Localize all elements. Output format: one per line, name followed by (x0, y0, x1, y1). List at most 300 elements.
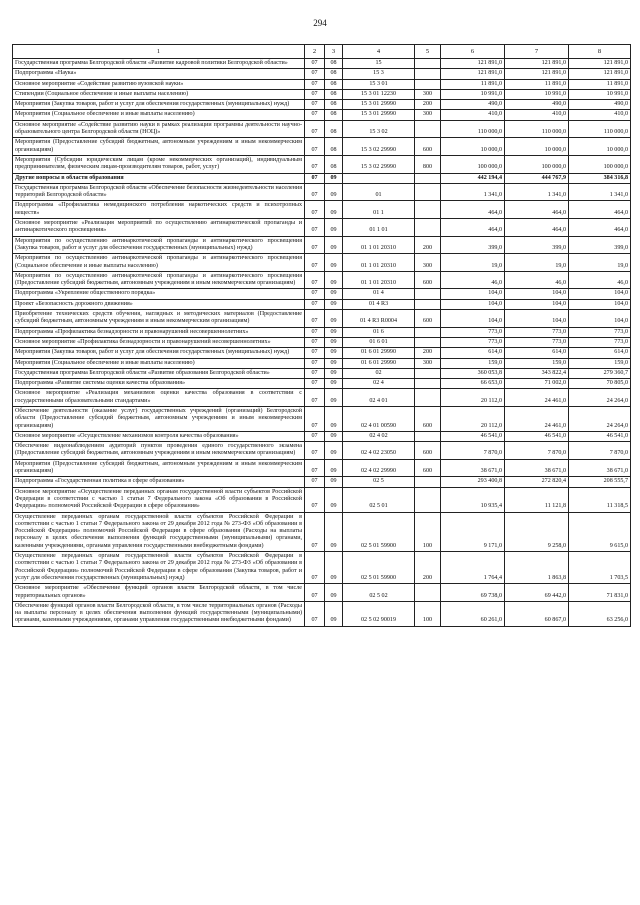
cell-name: Мероприятия (Закупка товаров, работ и услуг для обеспечения государственных (муниципальных) нужд) (13, 348, 305, 358)
cell-amount-1: 38 671,0 (441, 459, 505, 477)
cell-name: Другие вопросы в области образования (13, 173, 305, 183)
cell-expense-type (415, 327, 441, 337)
cell-subsection: 08 (325, 59, 343, 69)
cell-expense-type: 300 (415, 89, 441, 99)
cell-subsection: 09 (325, 289, 343, 299)
cell-expense-type (415, 389, 441, 407)
cell-subsection: 09 (325, 310, 343, 328)
cell-target-article: 02 4 (343, 379, 415, 389)
cell-amount-1: 66 653,0 (441, 379, 505, 389)
cell-amount-2: 104,0 (505, 299, 569, 309)
cell-amount-3: 11 891,0 (569, 79, 631, 89)
cell-subsection: 08 (325, 110, 343, 120)
cell-target-article: 02 (343, 368, 415, 378)
table-row (13, 120, 631, 138)
table-row (13, 601, 631, 626)
cell-target-article: 02 4 01 00590 (343, 406, 415, 431)
cell-expense-type: 300 (415, 358, 441, 368)
cell-amount-2: 104,0 (505, 310, 569, 328)
cell-amount-2: 121 891,0 (505, 69, 569, 79)
cell-expense-type (415, 219, 441, 237)
cell-section: 07 (305, 79, 325, 89)
table-row (13, 337, 631, 347)
header-cell-6: 6 (441, 45, 505, 59)
cell-name: Государственная программа Белгородской области «Развитие кадровой политики Белгородской области» (13, 59, 305, 69)
cell-target-article: 02 5 01 59900 (343, 512, 415, 551)
cell-subsection: 09 (325, 348, 343, 358)
cell-amount-1: 19,0 (441, 254, 505, 272)
cell-amount-3: 410,0 (569, 110, 631, 120)
cell-target-article: 01 1 01 20310 (343, 254, 415, 272)
cell-expense-type: 600 (415, 271, 441, 289)
cell-section: 07 (305, 155, 325, 173)
table-header (13, 45, 631, 59)
cell-expense-type (415, 79, 441, 89)
cell-section: 07 (305, 552, 325, 584)
cell-amount-3: 38 671,0 (569, 459, 631, 477)
cell-amount-1: 100 000,0 (441, 155, 505, 173)
cell-section: 07 (305, 271, 325, 289)
cell-amount-1: 490,0 (441, 100, 505, 110)
cell-subsection: 09 (325, 368, 343, 378)
cell-amount-3: 100 000,0 (569, 155, 631, 173)
cell-amount-1: 1 764,4 (441, 552, 505, 584)
cell-name: Основное мероприятие «Реализация механизмов оценки качества образования в соответствии с государственными образовательными стандартами» (13, 389, 305, 407)
cell-section: 07 (305, 289, 325, 299)
cell-subsection: 09 (325, 379, 343, 389)
cell-amount-1: 9 171,0 (441, 512, 505, 551)
cell-name: Подпрограмма «Профилактика немедицинского потребления наркотических средств и психотропных веществ» (13, 201, 305, 219)
cell-section: 07 (305, 219, 325, 237)
cell-amount-1: 614,0 (441, 348, 505, 358)
cell-subsection: 09 (325, 601, 343, 626)
cell-target-article: 15 3 01 12230 (343, 89, 415, 99)
table-row (13, 79, 631, 89)
cell-expense-type (415, 337, 441, 347)
cell-amount-2: 69 442,0 (505, 584, 569, 602)
cell-section: 07 (305, 512, 325, 551)
cell-name: Мероприятия (Социальное обеспечение и иные выплаты населению) (13, 358, 305, 368)
cell-name: Мероприятия (Социальное обеспечение и иные выплаты населению) (13, 110, 305, 120)
cell-target-article: 02 5 01 (343, 487, 415, 512)
cell-amount-3: 63 256,0 (569, 601, 631, 626)
cell-name: Государственная программа Белгородской области «Обеспечение безопасности жизнедеятельности населения территорий Белгородской области» (13, 183, 305, 201)
cell-amount-3: 7 870,0 (569, 442, 631, 460)
cell-amount-3: 279 360,7 (569, 368, 631, 378)
cell-expense-type: 300 (415, 254, 441, 272)
cell-amount-3: 10 000,0 (569, 138, 631, 156)
cell-amount-1: 46 541,0 (441, 431, 505, 441)
cell-target-article: 02 5 02 90019 (343, 601, 415, 626)
cell-amount-1: 159,0 (441, 358, 505, 368)
cell-expense-type: 600 (415, 442, 441, 460)
cell-name: Приобретение технических средств обучения, наглядных и методических материалов (Предоставление субсидий бюджетным, автономным учреждениям и иным некоммерческим организациям) (13, 310, 305, 328)
cell-section: 07 (305, 584, 325, 602)
cell-target-article: 02 4 02 (343, 431, 415, 441)
cell-amount-3: 773,0 (569, 337, 631, 347)
cell-amount-2: 24 461,0 (505, 389, 569, 407)
table-row (13, 219, 631, 237)
table-row (13, 289, 631, 299)
cell-name: Основное мероприятие «Осуществление переданных органам государственной власти субъектов Российской Федерации в соответствии с частью 1 статьи 7 Федерального закона «Об образовании в Российской Федерации» полномочий Российской Федерации в сфере образования» (13, 487, 305, 512)
cell-amount-2: 71 002,0 (505, 379, 569, 389)
table-row (13, 89, 631, 99)
cell-name: Проект «Безопасность дорожного движения» (13, 299, 305, 309)
cell-target-article: 01 4 R3 R0004 (343, 310, 415, 328)
cell-expense-type (415, 59, 441, 69)
cell-amount-1: 464,0 (441, 201, 505, 219)
cell-section: 07 (305, 601, 325, 626)
header-cell-5: 5 (415, 45, 441, 59)
cell-amount-1: 360 053,8 (441, 368, 505, 378)
cell-amount-3: 1 341,0 (569, 183, 631, 201)
cell-target-article: 02 4 02 23050 (343, 442, 415, 460)
cell-amount-3: 24 264,0 (569, 406, 631, 431)
cell-name: Мероприятия (Субсидии юридическим лицам (кроме некоммерческих организаций), индивидуальным предпринимателям, физическим лицам-производителям товаров, работ, услуг) (13, 155, 305, 173)
header-cell-4: 4 (343, 45, 415, 59)
cell-amount-1: 464,0 (441, 219, 505, 237)
cell-name: Мероприятия по осуществлению антинаркотической пропаганды и антинаркотического просвещения (Предоставление субсидий бюджетным, автономным учреждениям и иным некоммерческим организациям) (13, 271, 305, 289)
cell-name: Основное мероприятие «Реализация мероприятий по осуществлению антинаркотической пропаганды и антинаркотического просвещения» (13, 219, 305, 237)
table-row (13, 389, 631, 407)
cell-amount-3: 104,0 (569, 289, 631, 299)
table-row (13, 459, 631, 477)
cell-amount-2: 11 121,8 (505, 487, 569, 512)
cell-amount-1: 442 194,4 (441, 173, 505, 183)
header-cell-3: 3 (325, 45, 343, 59)
table-row (13, 348, 631, 358)
cell-section: 07 (305, 183, 325, 201)
cell-amount-1: 60 261,0 (441, 601, 505, 626)
cell-target-article: 01 1 01 (343, 219, 415, 237)
cell-target-article: 15 3 (343, 69, 415, 79)
cell-target-article: 15 3 01 29990 (343, 110, 415, 120)
cell-section: 07 (305, 327, 325, 337)
cell-amount-2: 46 541,0 (505, 431, 569, 441)
cell-expense-type: 100 (415, 512, 441, 551)
cell-amount-3: 464,0 (569, 219, 631, 237)
cell-amount-1: 46,0 (441, 271, 505, 289)
cell-amount-2: 343 822,4 (505, 368, 569, 378)
cell-section: 07 (305, 406, 325, 431)
cell-subsection: 09 (325, 442, 343, 460)
cell-section: 07 (305, 337, 325, 347)
cell-section: 07 (305, 379, 325, 389)
table-row (13, 69, 631, 79)
cell-amount-3: 773,0 (569, 327, 631, 337)
cell-subsection: 08 (325, 89, 343, 99)
table-row (13, 299, 631, 309)
cell-target-article: 02 4 02 29990 (343, 459, 415, 477)
cell-amount-1: 110 000,0 (441, 120, 505, 138)
cell-amount-1: 69 738,0 (441, 584, 505, 602)
cell-section: 07 (305, 173, 325, 183)
cell-amount-3: 121 891,0 (569, 69, 631, 79)
cell-amount-3: 104,0 (569, 310, 631, 328)
cell-section: 07 (305, 236, 325, 254)
cell-expense-type (415, 69, 441, 79)
table-row (13, 271, 631, 289)
table-row (13, 552, 631, 584)
cell-name: Мероприятия по осуществлению антинаркотической пропаганды и антинаркотического просвещения (Закупка товаров, работ и услуг для обеспечения государственных (муниципальных) нужд) (13, 236, 305, 254)
cell-section: 07 (305, 442, 325, 460)
cell-subsection: 09 (325, 337, 343, 347)
table-row (13, 379, 631, 389)
cell-expense-type (415, 201, 441, 219)
cell-amount-1: 20 112,0 (441, 406, 505, 431)
cell-amount-2: 121 891,0 (505, 59, 569, 69)
cell-subsection: 08 (325, 100, 343, 110)
cell-section: 07 (305, 110, 325, 120)
table-row (13, 236, 631, 254)
cell-section: 07 (305, 477, 325, 487)
cell-name: Мероприятия (Предоставление субсидий бюджетным, автономным учреждениям и иным некоммерческим организациям) (13, 459, 305, 477)
cell-amount-2: 490,0 (505, 100, 569, 110)
cell-subsection: 09 (325, 512, 343, 551)
cell-name: Обеспечение функций органов власти Белгородской области, в том числе территориальных органов (Расходы на выплаты персоналу в целях обеспечения выполнения функций государственными (муниципальными) органами, казенными учреждениями, органами управления государственными внебюджетными фондами) (13, 601, 305, 626)
cell-expense-type: 600 (415, 138, 441, 156)
cell-target-article: 15 3 01 29990 (343, 100, 415, 110)
cell-subsection: 09 (325, 584, 343, 602)
cell-amount-2: 773,0 (505, 327, 569, 337)
cell-subsection: 08 (325, 69, 343, 79)
cell-target-article: 01 6 01 29990 (343, 348, 415, 358)
cell-amount-2: 444 767,9 (505, 173, 569, 183)
cell-target-article: 01 1 01 20310 (343, 271, 415, 289)
cell-target-article: 01 6 (343, 327, 415, 337)
cell-section: 07 (305, 389, 325, 407)
cell-amount-3: 1 703,5 (569, 552, 631, 584)
cell-amount-2: 10 000,0 (505, 138, 569, 156)
cell-expense-type (415, 289, 441, 299)
cell-amount-2: 464,0 (505, 201, 569, 219)
table-row (13, 59, 631, 69)
cell-amount-1: 10 935,4 (441, 487, 505, 512)
cell-amount-2: 60 867,0 (505, 601, 569, 626)
cell-amount-2: 110 000,0 (505, 120, 569, 138)
cell-amount-2: 1 341,0 (505, 183, 569, 201)
cell-subsection: 08 (325, 138, 343, 156)
cell-amount-2: 7 870,0 (505, 442, 569, 460)
cell-name: Подпрограмма «Укрепление общественного порядка» (13, 289, 305, 299)
cell-amount-2: 410,0 (505, 110, 569, 120)
cell-expense-type: 300 (415, 110, 441, 120)
cell-subsection: 08 (325, 155, 343, 173)
cell-name: Мероприятия по осуществлению антинаркотической пропаганды и антинаркотического просвещения (Социальное обеспечение и иные выплаты населению) (13, 254, 305, 272)
table-row (13, 183, 631, 201)
table-row (13, 431, 631, 441)
cell-subsection: 09 (325, 431, 343, 441)
cell-expense-type (415, 299, 441, 309)
cell-amount-2: 399,0 (505, 236, 569, 254)
cell-target-article: 01 1 01 20310 (343, 236, 415, 254)
cell-amount-1: 11 891,0 (441, 79, 505, 89)
cell-target-article: 15 (343, 59, 415, 69)
cell-amount-3: 121 891,0 (569, 59, 631, 69)
cell-target-article: 02 5 02 (343, 584, 415, 602)
header-cell-7: 7 (505, 45, 569, 59)
cell-section: 07 (305, 431, 325, 441)
cell-section: 07 (305, 120, 325, 138)
cell-expense-type: 800 (415, 155, 441, 173)
cell-amount-3: 10 991,0 (569, 89, 631, 99)
cell-amount-3: 11 318,5 (569, 487, 631, 512)
cell-amount-3: 208 555,7 (569, 477, 631, 487)
cell-target-article: 15 3 02 (343, 120, 415, 138)
cell-name: Основное мероприятие «Осуществление механизмов контроля качества образования» (13, 431, 305, 441)
cell-expense-type: 600 (415, 310, 441, 328)
table-row (13, 138, 631, 156)
cell-expense-type (415, 368, 441, 378)
cell-amount-1: 104,0 (441, 289, 505, 299)
cell-amount-2: 1 863,8 (505, 552, 569, 584)
cell-amount-3: 110 000,0 (569, 120, 631, 138)
cell-target-article (343, 173, 415, 183)
cell-amount-1: 121 891,0 (441, 59, 505, 69)
cell-amount-3: 490,0 (569, 100, 631, 110)
cell-subsection: 09 (325, 406, 343, 431)
cell-amount-2: 272 820,4 (505, 477, 569, 487)
cell-amount-1: 399,0 (441, 236, 505, 254)
cell-section: 07 (305, 487, 325, 512)
cell-target-article: 01 4 (343, 289, 415, 299)
cell-amount-2: 614,0 (505, 348, 569, 358)
cell-amount-3: 46 541,0 (569, 431, 631, 441)
cell-expense-type (415, 431, 441, 441)
table-row (13, 477, 631, 487)
cell-name: Подпрограмма «Наука» (13, 69, 305, 79)
cell-amount-2: 11 891,0 (505, 79, 569, 89)
cell-subsection: 09 (325, 183, 343, 201)
cell-expense-type: 200 (415, 552, 441, 584)
table-row (13, 487, 631, 512)
cell-section: 07 (305, 459, 325, 477)
cell-amount-3: 464,0 (569, 201, 631, 219)
cell-section: 07 (305, 254, 325, 272)
cell-amount-1: 104,0 (441, 299, 505, 309)
cell-target-article: 15 3 02 29990 (343, 155, 415, 173)
cell-amount-1: 10 991,0 (441, 89, 505, 99)
cell-amount-2: 104,0 (505, 289, 569, 299)
cell-amount-1: 773,0 (441, 327, 505, 337)
table-row (13, 173, 631, 183)
cell-amount-1: 7 870,0 (441, 442, 505, 460)
cell-amount-2: 10 991,0 (505, 89, 569, 99)
cell-section: 07 (305, 69, 325, 79)
cell-name: Основное мероприятие «Содействие развитию науки в рамках реализации программы деятельности научно-образовательного центра Белгородской области (НОЦ)» (13, 120, 305, 138)
header-row (13, 45, 631, 59)
cell-expense-type: 600 (415, 459, 441, 477)
cell-subsection: 09 (325, 327, 343, 337)
cell-subsection: 09 (325, 459, 343, 477)
cell-amount-1: 1 341,0 (441, 183, 505, 201)
cell-expense-type (415, 487, 441, 512)
table-row (13, 442, 631, 460)
cell-section: 07 (305, 299, 325, 309)
cell-subsection: 08 (325, 120, 343, 138)
cell-name: Подпрограмма «Государственная политика в сфере образования» (13, 477, 305, 487)
cell-target-article: 02 5 (343, 477, 415, 487)
table-row (13, 327, 631, 337)
cell-amount-2: 24 461,0 (505, 406, 569, 431)
cell-expense-type (415, 477, 441, 487)
cell-amount-3: 70 805,0 (569, 379, 631, 389)
cell-target-article: 01 1 (343, 201, 415, 219)
cell-subsection: 09 (325, 299, 343, 309)
cell-target-article: 15 3 02 29990 (343, 138, 415, 156)
cell-amount-3: 614,0 (569, 348, 631, 358)
cell-amount-3: 46,0 (569, 271, 631, 289)
cell-subsection: 09 (325, 389, 343, 407)
cell-amount-3: 71 831,0 (569, 584, 631, 602)
cell-section: 07 (305, 358, 325, 368)
cell-expense-type (415, 173, 441, 183)
cell-section: 07 (305, 89, 325, 99)
cell-amount-3: 104,0 (569, 299, 631, 309)
cell-expense-type: 600 (415, 406, 441, 431)
cell-name: Мероприятия (Закупка товаров, работ и услуг для обеспечения государственных (муниципальных) нужд) (13, 100, 305, 110)
cell-name: Подпрограмма «Развитие системы оценки качества образования» (13, 379, 305, 389)
cell-amount-3: 399,0 (569, 236, 631, 254)
cell-amount-2: 38 671,0 (505, 459, 569, 477)
table-row (13, 358, 631, 368)
cell-amount-3: 9 615,0 (569, 512, 631, 551)
cell-amount-2: 159,0 (505, 358, 569, 368)
cell-amount-1: 410,0 (441, 110, 505, 120)
cell-name: Основное мероприятие «Профилактика безнадзорности и правонарушений несовершеннолетних» (13, 337, 305, 347)
cell-name: Обеспечение видеонаблюдением аудиторий пунктов проведения единого государственного экзамена (Предоставление субсидий бюджетным, автономным учреждениям и иным некоммерческим организациям) (13, 442, 305, 460)
table-row (13, 110, 631, 120)
cell-section: 07 (305, 138, 325, 156)
budget-table (12, 44, 631, 627)
header-cell-2: 2 (305, 45, 325, 59)
table-row (13, 406, 631, 431)
cell-name: Государственная программа Белгородской области «Развитие образования Белгородской области» (13, 368, 305, 378)
cell-name: Осуществление переданных органам государственной власти субъектов Российской Федерации в соответствии с частью 1 статьи 7 Федерального закона от 29 декабря 2012 года № 273-ФЗ «Об образовании в Российской Федерации» полномочий Российской Федерации в сфере образования (Закупка товаров, работ и услуг для обеспечения государственных (муниципальных) нужд) (13, 552, 305, 584)
cell-amount-1: 104,0 (441, 310, 505, 328)
cell-subsection: 09 (325, 254, 343, 272)
cell-amount-3: 24 264,0 (569, 389, 631, 407)
cell-amount-2: 19,0 (505, 254, 569, 272)
cell-amount-1: 121 891,0 (441, 69, 505, 79)
cell-section: 07 (305, 100, 325, 110)
cell-subsection: 09 (325, 552, 343, 584)
cell-expense-type (415, 120, 441, 138)
cell-target-article: 15 3 01 (343, 79, 415, 89)
cell-amount-1: 293 400,8 (441, 477, 505, 487)
cell-expense-type: 200 (415, 100, 441, 110)
cell-name: Подпрограмма «Профилактика безнадзорности и правонарушений несовершеннолетних» (13, 327, 305, 337)
cell-subsection: 09 (325, 487, 343, 512)
table-row (13, 310, 631, 328)
cell-expense-type: 200 (415, 236, 441, 254)
table-row (13, 512, 631, 551)
cell-name: Обеспечение деятельности (оказание услуг) государственных учреждений (организаций) Белгородской области (Предоставление субсидий бюджетным, автономным учреждениям и иным некоммерческим организациям) (13, 406, 305, 431)
cell-target-article: 01 6 01 29990 (343, 358, 415, 368)
cell-expense-type (415, 379, 441, 389)
cell-expense-type (415, 183, 441, 201)
cell-subsection: 09 (325, 358, 343, 368)
cell-section: 07 (305, 368, 325, 378)
cell-name: Стипендии (Социальное обеспечение и иные выплаты населению) (13, 89, 305, 99)
header-cell-8: 8 (569, 45, 631, 59)
cell-amount-2: 100 000,0 (505, 155, 569, 173)
cell-subsection: 09 (325, 236, 343, 254)
table-row (13, 254, 631, 272)
cell-amount-2: 464,0 (505, 219, 569, 237)
cell-amount-3: 19,0 (569, 254, 631, 272)
cell-section: 07 (305, 201, 325, 219)
